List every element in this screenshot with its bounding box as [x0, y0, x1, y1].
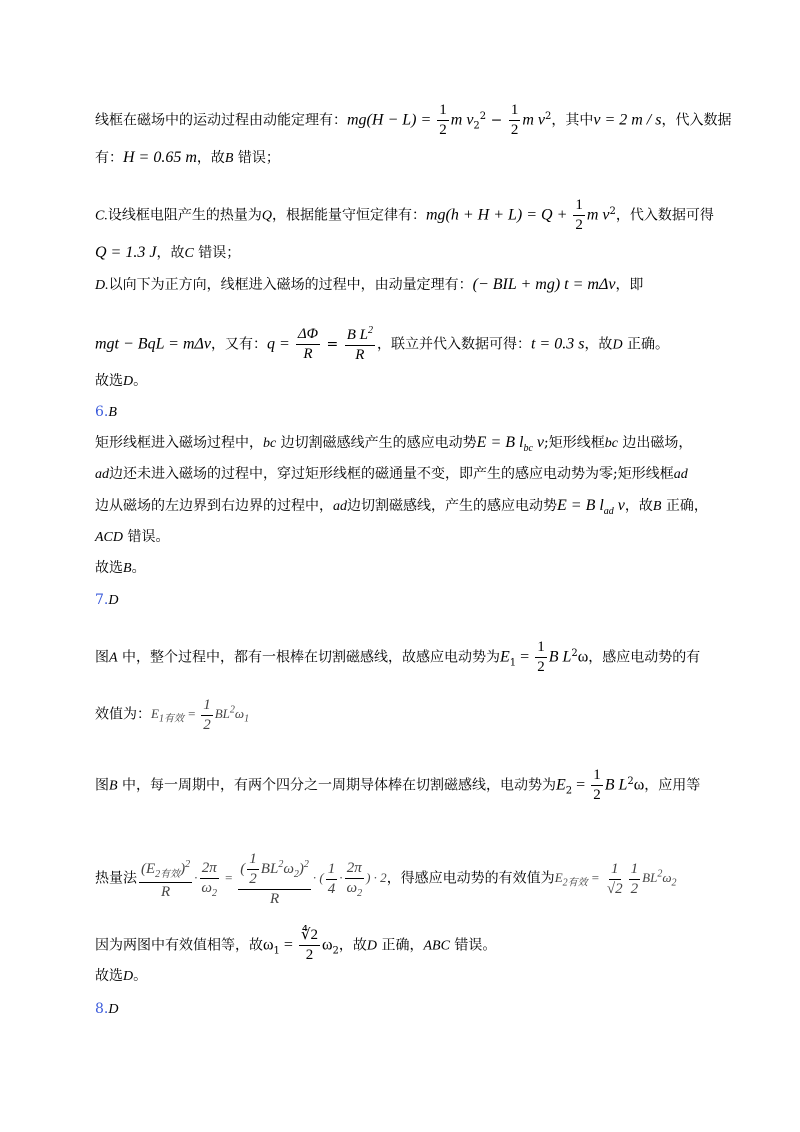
text-run: 线框在磁场中的运动过程由动能定理有：	[95, 112, 347, 129]
fraction	[437, 103, 449, 138]
text-line	[95, 852, 760, 907]
fraction	[573, 198, 585, 233]
text-run: 中，每一周期中，有两个四分之一周期导体棒在切割磁感线，电动势为	[117, 777, 557, 794]
text-run: 边还未进入磁场的过程中，穿过矩形线框的磁通量不变，即产生的感应电动势为零;矩形线框	[109, 466, 674, 482]
fraction-numerator: 1	[591, 768, 603, 786]
formula-run: ·	[194, 870, 198, 886]
text-run: ，应用等	[644, 777, 701, 794]
text-line	[95, 558, 760, 579]
text-run: ，感应电动势的有	[588, 649, 701, 666]
text-run: ，得感应电动势的有效值为	[386, 870, 555, 887]
question-index: 8.	[95, 1001, 109, 1017]
symbol: bc	[263, 436, 277, 451]
answer-letter: D	[108, 593, 119, 608]
fraction-numerator: 1	[609, 862, 621, 880]
fraction-numerator: 1	[629, 862, 641, 880]
formula-run: E	[556, 776, 566, 794]
fraction-numerator: B L	[346, 327, 368, 343]
text-run: ;矩形线框	[544, 435, 605, 451]
formula-run: ω	[577, 648, 589, 666]
fraction-numerator: ∜2	[299, 928, 320, 946]
subscript: 1有效	[158, 714, 184, 726]
fraction	[299, 928, 320, 963]
formula-run: =	[587, 870, 603, 886]
formula-run: v	[613, 497, 625, 514]
formula-run: ω	[662, 870, 672, 886]
formula-run: m v	[586, 206, 610, 224]
fraction	[296, 327, 320, 362]
formula-run: E	[500, 648, 510, 666]
fraction	[345, 326, 375, 363]
text-line	[95, 640, 760, 675]
formula-run: ) · 2	[366, 870, 387, 886]
superscript: 2	[367, 325, 373, 336]
fraction	[591, 768, 603, 803]
formula-run: E	[151, 706, 159, 722]
subscript: 2有效	[155, 868, 181, 880]
symbol: Q	[261, 208, 272, 224]
text-line	[95, 371, 760, 392]
subscript: 1	[244, 714, 250, 726]
text-run: ，故	[624, 498, 653, 514]
option-letter: B	[109, 778, 118, 794]
text-run: ，联立并代入数据可得：	[376, 336, 531, 353]
formula-image	[151, 697, 250, 733]
formula-run: =	[516, 648, 534, 666]
option-letter: D	[366, 938, 378, 954]
text-run: 。	[131, 560, 146, 576]
option-letter: B	[123, 561, 132, 576]
formula-run: mg(h + H + L) = Q +	[425, 206, 572, 224]
text-line	[95, 464, 760, 485]
formula-run: v = 2 m / s	[593, 111, 662, 129]
formula-run: H = 0.65 m	[123, 149, 197, 166]
fraction-denominator: 2	[537, 659, 545, 675]
text-run: ，故	[338, 937, 367, 954]
option-letter: D	[123, 374, 134, 389]
superscript: 2	[185, 858, 191, 870]
text-run: 中，整个过程中，都有一根棒在切割磁感线，故感应电动势为	[117, 649, 501, 666]
formula-run: BL	[260, 860, 279, 877]
fraction	[139, 860, 192, 900]
text-line	[95, 966, 760, 987]
fraction-numerator: 1	[535, 640, 547, 658]
text-run: 矩形线框进入磁场过程中，	[95, 435, 263, 451]
fraction	[238, 852, 311, 907]
fraction-denominator: 2	[593, 787, 601, 803]
text-run: ，即	[615, 277, 644, 293]
fraction-denominator: 2	[575, 217, 583, 233]
text-line: 线框在磁场中的运动过程由动能定理有：mg(H − L) = $\frac{1}{2}$ m $v_2^2$ − $\frac{1}{2}$ m $v^2$，其中v = 2 m / s，代入数据	[95, 102, 732, 138]
text-run: 图	[95, 777, 109, 794]
text-run: ，故	[156, 245, 185, 261]
fraction	[629, 862, 641, 897]
fraction-numerator: 1	[326, 862, 338, 880]
text-run: 正确，	[661, 498, 708, 514]
fraction	[345, 861, 365, 899]
superscript: 2	[627, 775, 634, 787]
fraction-denominator: R	[355, 347, 365, 363]
fraction-denominator: ω	[346, 879, 358, 896]
text-run: 错误。	[123, 529, 170, 545]
text-run: ，又有：	[211, 336, 268, 353]
subscript: 2	[473, 120, 480, 132]
subscript: 2	[565, 785, 573, 797]
text-run: 边出磁场，	[617, 435, 693, 451]
question-number	[95, 402, 760, 423]
formula-run: v	[532, 434, 545, 451]
fraction-numerator: (	[240, 860, 246, 877]
text-line	[95, 243, 760, 264]
formula-run: =	[572, 776, 590, 794]
formula-run: · (	[312, 870, 324, 886]
text-run: 热量法	[95, 870, 137, 887]
question-number	[95, 999, 760, 1020]
option-letter: B	[652, 499, 662, 514]
formula-run: )	[298, 860, 304, 877]
formula-run: m v	[450, 111, 474, 129]
text-line	[95, 148, 760, 169]
text-run: 正确。	[622, 336, 670, 353]
text-run: 故选	[95, 560, 123, 576]
text-run: 图	[95, 649, 109, 666]
superscript: 2	[544, 110, 552, 122]
superscript: 2	[278, 858, 284, 870]
subscript: 1	[273, 945, 280, 957]
text-run: 效值为：	[95, 706, 151, 723]
option-letter: B	[224, 151, 234, 166]
text-run: 错误；	[193, 245, 241, 261]
text-run: 边切割磁感线产生的感应电动势	[276, 435, 477, 451]
text-run: 以向下为正方向，线框进入磁场的过程中，由动量定理有：	[108, 277, 473, 293]
text-run: 正确，	[377, 937, 424, 954]
fraction-denominator: R	[161, 883, 171, 900]
subscript: 2	[332, 945, 339, 957]
option-letter: ABC	[423, 938, 450, 954]
text-run: 故选	[95, 968, 123, 984]
text-run: 。	[133, 373, 148, 389]
text-line	[95, 433, 760, 459]
fraction-numerator: 2π	[200, 861, 219, 879]
fraction-numerator: 1	[573, 198, 585, 216]
text-run: ，代入数据可得	[615, 207, 714, 224]
fraction-denominator: √2	[606, 881, 623, 897]
option-letter: D	[123, 969, 134, 984]
formula-run: BL	[642, 870, 658, 886]
text-line	[95, 198, 760, 233]
fraction	[605, 862, 625, 897]
formula-run: B L	[548, 648, 572, 666]
fraction	[201, 698, 213, 733]
formula-run: ω	[322, 936, 333, 954]
text-run: ，其中	[551, 112, 594, 129]
formula-run: =	[183, 706, 200, 722]
question-number	[95, 590, 760, 611]
fraction-numerator: 1	[509, 103, 521, 121]
fraction	[247, 852, 259, 887]
fraction-denominator: ω	[201, 879, 213, 896]
formula-run: E = B l	[557, 497, 604, 514]
fraction	[326, 862, 338, 897]
option-letter: D.	[95, 278, 109, 293]
superscript: 2	[571, 647, 578, 659]
text-line	[95, 496, 760, 522]
formula-run: )	[180, 860, 186, 877]
option-letter: D	[612, 337, 623, 353]
option-letter: C	[184, 246, 194, 261]
formula-run: B L	[604, 776, 628, 794]
formula-run: ω	[633, 776, 645, 794]
fraction	[199, 861, 219, 899]
fraction-numerator: 1	[247, 852, 259, 870]
formula-run: E	[554, 870, 563, 886]
fraction-denominator: 2	[203, 717, 211, 733]
subscript: 1	[509, 657, 517, 669]
subscript: 2	[357, 887, 363, 899]
subscript: 2有效	[562, 878, 588, 890]
fraction-denominator: 2	[630, 881, 639, 897]
text-line: mgt − BqL = mΔv，又有：q = $\frac{\Delta\Phi}{R}$ = $\frac{B L^2}{R}$ ，联立并代入数据可得：t = 0.3 s，故D 正确。	[95, 325, 670, 363]
answer-letter: D	[108, 1002, 119, 1017]
symbol: ad	[673, 467, 688, 482]
formula-run: =	[221, 870, 237, 886]
text-run: 边从磁场的左边界到右边界的过程中，	[95, 498, 333, 514]
superscript: 2	[609, 205, 616, 217]
symbol: ad	[333, 499, 347, 514]
fraction-denominator: 2	[305, 947, 314, 963]
formula-run: q =	[267, 335, 294, 353]
text-run: 故选	[95, 373, 123, 389]
text-run: 设线框电阻产生的热量为	[107, 207, 262, 224]
formula-run: =	[279, 936, 297, 954]
option-letter: A	[109, 650, 118, 666]
subscript: ad	[603, 505, 614, 517]
formula-run: ω	[263, 936, 274, 954]
formula-run: ·	[339, 870, 343, 886]
text-line	[95, 768, 760, 803]
formula-run: m v	[522, 111, 545, 129]
fraction	[509, 103, 521, 138]
subscript: bc	[523, 442, 533, 454]
fraction-denominator: R	[270, 891, 280, 907]
text-run: 。	[133, 968, 148, 984]
text-run: 有：	[95, 150, 123, 166]
formula-run: (− BIL + mg) t = mΔv	[472, 276, 616, 293]
symbol: bc	[604, 436, 618, 451]
formula-image	[554, 861, 677, 897]
formula-run: BL	[214, 706, 230, 722]
formula-run: mgt − BqL = mΔv	[95, 335, 212, 353]
question-index: 6.	[95, 404, 109, 420]
text-line	[95, 928, 760, 963]
superscript: 2	[479, 110, 487, 122]
subscript: 2	[671, 878, 677, 890]
formula-run: Q = 1.3 J	[95, 244, 157, 261]
text-line	[95, 527, 760, 548]
subscript: 2	[293, 868, 299, 880]
text-run: 错误。	[449, 937, 497, 954]
formula-run: t = 0.3 s	[530, 335, 585, 353]
formula-run: ω	[283, 860, 294, 877]
fraction-numerator: 2π	[345, 861, 364, 879]
fraction-numerator: 1	[437, 103, 449, 121]
text-line	[95, 275, 760, 296]
text-run: 因为两图中有效值相等，故	[95, 937, 263, 954]
fraction	[535, 640, 547, 675]
text-line	[95, 698, 760, 733]
text-run: 边切割磁感线，产生的感应电动势	[347, 498, 557, 514]
fraction-numerator: ΔΦ	[296, 327, 320, 345]
fraction-numerator: (E	[141, 860, 156, 877]
superscript: 2	[303, 858, 309, 870]
formula-run: mg(H − L) =	[347, 111, 436, 129]
fraction-denominator: 2	[510, 122, 519, 138]
text-run: ，故	[584, 336, 613, 353]
subscript: 2	[212, 887, 218, 899]
formula-run: ω	[234, 706, 245, 722]
fraction-denominator: R	[303, 346, 313, 362]
option-letter: C.	[95, 208, 108, 224]
fraction-denominator: 4	[327, 881, 336, 897]
symbol: ad	[95, 467, 109, 482]
text-run: 错误；	[233, 150, 280, 166]
text-run: ，根据能量守恒定律有：	[271, 207, 426, 224]
text-run: ，代入数据	[661, 112, 732, 129]
question-index: 7.	[95, 592, 109, 608]
option-letter: ACD	[95, 530, 123, 545]
fraction-denominator: 2	[249, 871, 257, 887]
superscript: 2	[657, 869, 663, 881]
text-run: ，故	[196, 150, 225, 166]
fraction-denominator: 2	[439, 122, 447, 138]
fraction-numerator: 1	[201, 698, 213, 716]
answer-letter: B	[108, 405, 117, 420]
formula-run: E = B l	[476, 434, 524, 451]
superscript: 2	[229, 705, 235, 717]
